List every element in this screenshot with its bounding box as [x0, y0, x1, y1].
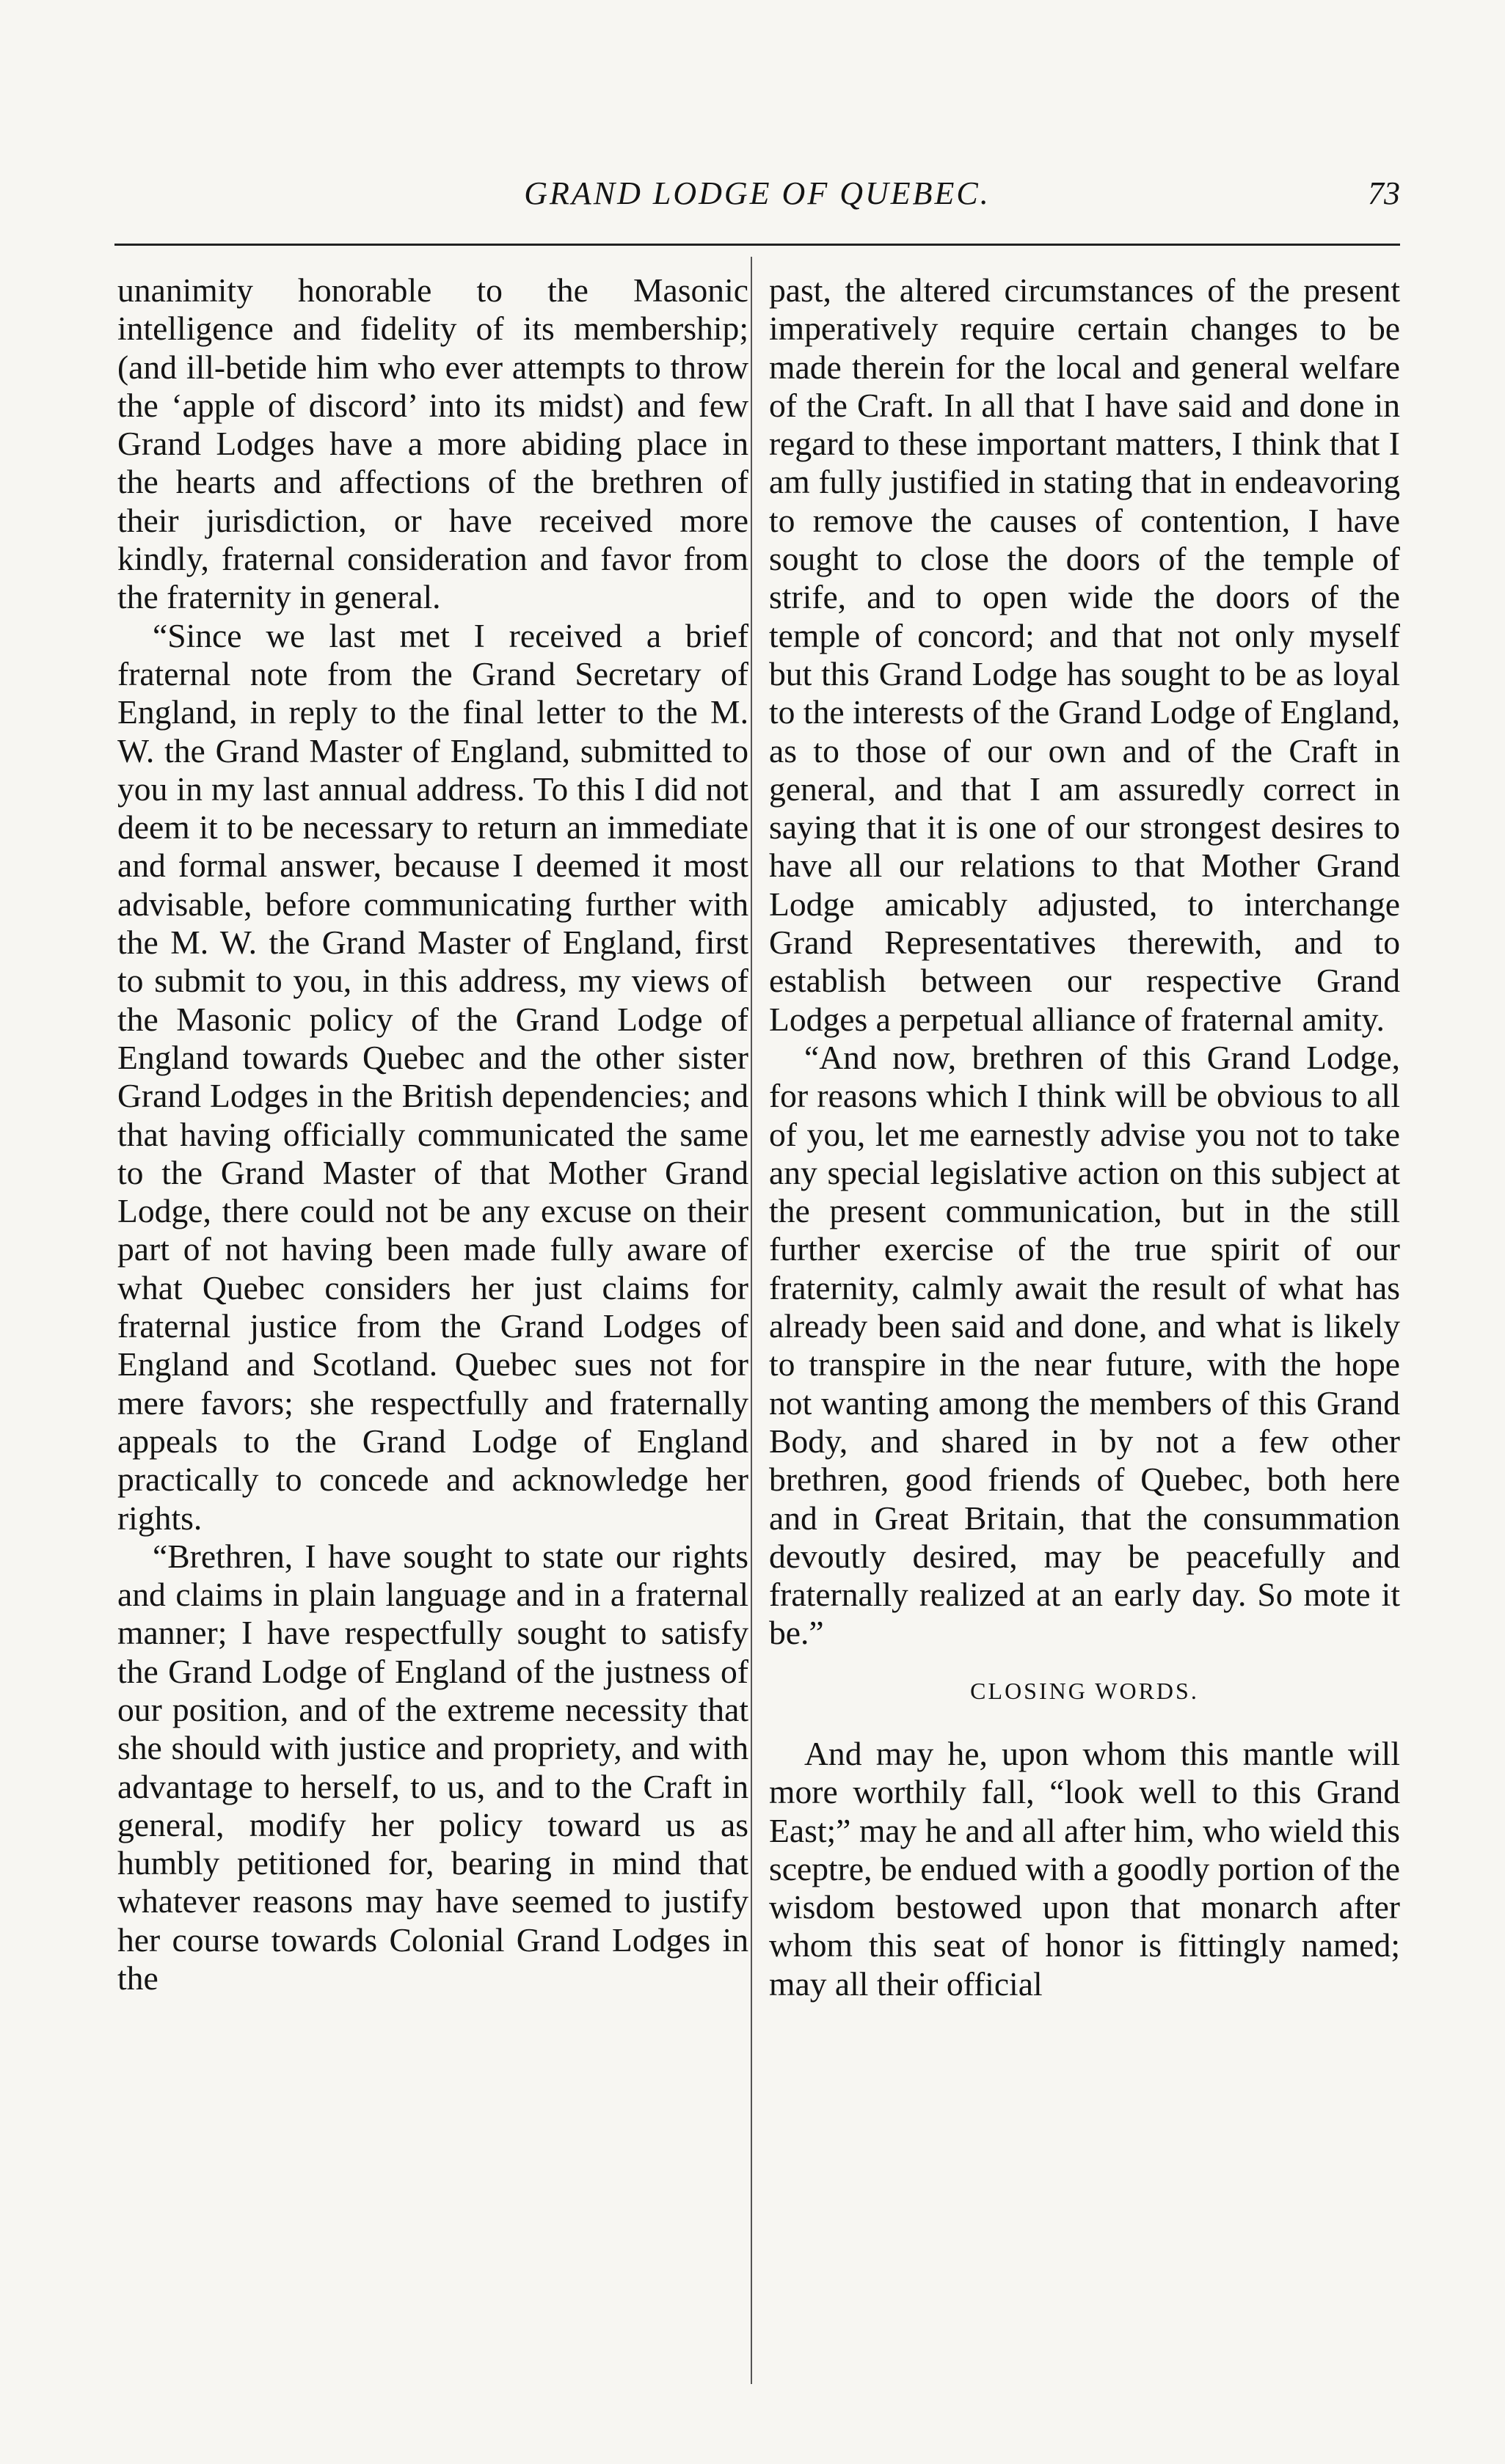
paragraph: And may he, upon whom this mantle will more worthily fall, “look well to this Grand East;” may he and all after him, who wield this sceptre, be endued with a goodly portion of the wisdom bestowed upon that monarch after whom this seat of honor is fittingly named; may all their official	[769, 1734, 1400, 2003]
column-divider	[751, 257, 752, 2384]
running-head: GRAND LODGE OF QUEBEC.	[524, 175, 991, 211]
paragraph: past, the altered circumstances of the present imperatively require certain changes to be made therein for the local and general welfare of the Craft. In all that I have said and done in regard to these important matters, I think that I am fully justified in stating that in endeavoring to remove the causes of contention, I have sought to close the doors of the temple of strife, and to open wide the doors of the temple of concord; and that not only myself but this Grand Lodge has sought to be as loyal to the interests of the Grand Lodge of England, as to those of our own and of the Craft in general, and that I am assuredly correct in saying that it is one of our strongest desires to have all our relations to that Mother Grand Lodge amicably adjusted, to interchange Grand Representatives therewith, and to establish between our respective Grand Lodges a perpetual alliance of fraternal amity.	[769, 271, 1400, 1038]
paragraph: “Brethren, I have sought to state our rights and claims in plain language and in a fraternal manner; I have respectfully sought to satisfy the Grand Lodge of England of the justness of our position, and of the extreme necessity that she should with justice and propriety, and with advantage to herself, to us, and to the Craft in general, modify her policy toward us as humbly petitioned for, bearing in mind that whatever reasons may have seemed to justify her course towards Colonial Grand Lodges in the	[117, 1537, 748, 1997]
header-rule	[114, 244, 1400, 246]
right-column	[769, 271, 1400, 2003]
paragraph: “Since we last met I received a brief fraternal note from the Grand Secretary of England, in reply to the final letter to the M. W. the Grand Master of England, submitted to you in my last annual address. To this I did not deem it to be necessary to return an immediate and formal answer, because I deemed it most advisable, before communicating further with the M. W. the Grand Master of England, first to submit to you, in this address, my views of the Masonic policy of the Grand Lodge of England towards Quebec and the other sister Grand Lodges in the British dependencies; and that having officially communicated the same to the Grand Master of that Mother Grand Lodge, there could not be any excuse on their part of not having been made fully aware of what Quebec considers her just claims for fraternal justice from the Grand Lodges of England and Scotland. Quebec sues not for mere favors; she respectfully and fraternally appeals to the Grand Lodge of England practically to concede and acknowledge her rights.	[117, 616, 748, 1537]
left-column	[117, 271, 748, 1997]
page-header	[114, 175, 1400, 219]
paragraph: “And now, brethren of this Grand Lodge, for reasons which I think will be obvious to all of you, let me earnestly advise you not to take any special legislative action on this subject at the present communication, but in the still further exercise of the true spirit of our fraternity, calmly await the result of what has already been said and done, and what is likely to transpire in the near future, with the hope not wanting among the members of this Grand Body, and shared in by not a few other brethren, good friends of Quebec, both here and in Great Britain, that the consummation devoutly desired, may be peacefully and fraternally realized at an early day. So mote it be.”	[769, 1038, 1400, 1652]
section-heading: CLOSING WORDS.	[970, 1677, 1199, 1704]
page-number: 73	[1368, 175, 1400, 211]
paragraph: unanimity honorable to the Masonic intelligence and fidelity of its membership; (and ill-betide him who ever attempts to throw the ‘apple of discord’ into its midst) and few Grand Lodges have a more abiding place in the hearts and affections of the brethren of their jurisdiction, or have received more kindly, fraternal consideration and favor from the fraternity in general.	[117, 271, 748, 616]
